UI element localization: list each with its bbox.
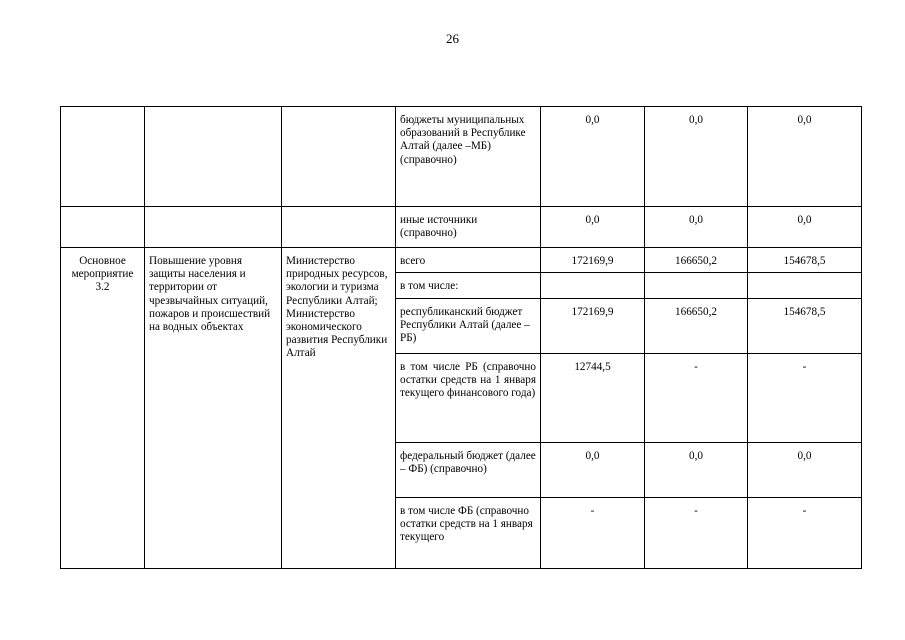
funding-source-cell: в том числе: <box>396 273 541 299</box>
value-cell: 172169,9 <box>541 248 645 273</box>
value-cell: 0,0 <box>748 107 862 207</box>
value-cell: 154678,5 <box>748 248 862 273</box>
table-row <box>61 107 862 207</box>
value-cell: 0,0 <box>748 443 862 498</box>
empty-cell <box>282 207 396 248</box>
value-cell: 166650,2 <box>645 299 748 354</box>
table-row <box>61 248 862 273</box>
funding-source-cell: бюджеты муниципальных образований в Республике Алтай (далее –МБ) (справочно) <box>396 107 541 207</box>
funding-source-cell: иные источники (справочно) <box>396 207 541 248</box>
value-cell: 0,0 <box>541 107 645 207</box>
empty-cell <box>145 207 282 248</box>
value-cell: 0,0 <box>645 107 748 207</box>
measure-title-cell: Повышение уровня защиты населения и территории от чрезвычайных ситуаций, пожаров и происшествий на водных объектах <box>145 248 282 569</box>
measure-name-cell: Основное мероприятие 3.2 <box>61 248 145 569</box>
empty-cell <box>61 107 145 207</box>
funding-source-cell: всего <box>396 248 541 273</box>
value-cell <box>541 273 645 299</box>
table-row <box>61 207 862 248</box>
funding-source-cell: федеральный бюджет (далее – ФБ) (справочно) <box>396 443 541 498</box>
value-cell: 0,0 <box>645 207 748 248</box>
value-cell <box>645 273 748 299</box>
value-cell: - <box>748 498 862 569</box>
value-cell: - <box>645 498 748 569</box>
funding-source-cell: в том числе ФБ (справочно остатки средств на 1 января текущего <box>396 498 541 569</box>
empty-cell <box>145 107 282 207</box>
empty-cell <box>282 107 396 207</box>
value-cell: - <box>541 498 645 569</box>
measure-executors-cell: Министерство природных ресурсов, экологии и туризма Республики Алтай; Министерство экономического развития Республики Алтай <box>282 248 396 569</box>
funding-source-cell: республиканский бюджет Республики Алтай (далее – РБ) <box>396 299 541 354</box>
value-cell: 172169,9 <box>541 299 645 354</box>
value-cell: 0,0 <box>541 443 645 498</box>
page-number: 26 <box>446 31 459 46</box>
value-cell <box>748 273 862 299</box>
value-cell: 12744,5 <box>541 354 645 443</box>
value-cell: 0,0 <box>645 443 748 498</box>
value-cell: 166650,2 <box>645 248 748 273</box>
empty-cell <box>61 207 145 248</box>
budget-table <box>60 106 862 569</box>
value-cell: 154678,5 <box>748 299 862 354</box>
funding-source-cell: в том числе РБ (справочно остатки средств на 1 января текущего финансового года) <box>396 354 541 443</box>
value-cell: 0,0 <box>748 207 862 248</box>
value-cell: - <box>645 354 748 443</box>
value-cell: 0,0 <box>541 207 645 248</box>
value-cell: - <box>748 354 862 443</box>
